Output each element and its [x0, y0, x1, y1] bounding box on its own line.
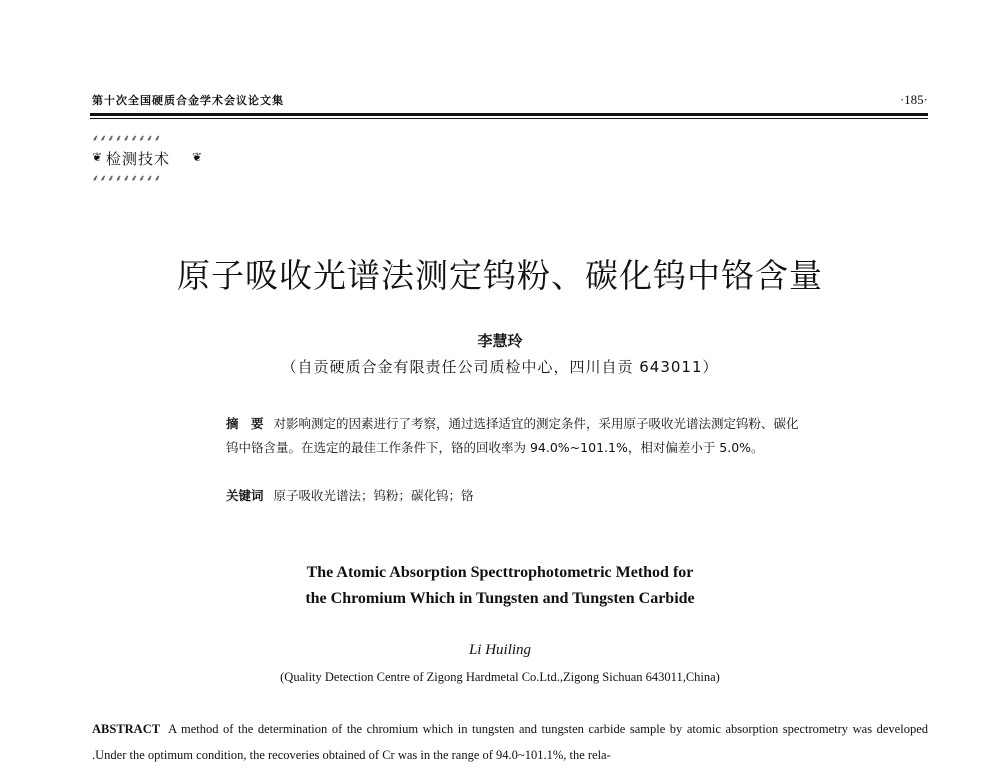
page-number: ·185· [899, 92, 928, 107]
article-title-en [0, 560, 1000, 612]
header-rule-thin [90, 118, 928, 119]
article-title-cn: 原子吸收光谱法测定钨粉、碳化钨中铬含量 [177, 256, 823, 295]
title-en-line2: the Chromium Which in Tungsten and Tungsten Carbide [305, 590, 695, 607]
keywords-text-cn: 原子吸收光谱法；钨粉；碳化钨；铬 [273, 488, 474, 503]
section-label: 检测技术 [106, 150, 171, 168]
keywords-cn [226, 486, 806, 504]
header-rule-thick [90, 113, 928, 116]
keywords-label-cn: 关键词 [226, 488, 264, 503]
author-en: Li Huiling [468, 642, 532, 658]
abstract-label-cn: 摘 要 [226, 416, 264, 431]
abstract-text-en: A method of the determination of the chromium which in tungsten and tungsten carbide sample by atomic absorption spectrometry was developed .Under the optimum condition, the recoveries obtained of Cr was in the range of 94.0~101.1%, the rela- [92, 722, 928, 762]
affiliation-cn: （自贡硬质合金有限责任公司质检中心，四川自贡 643011） [281, 358, 719, 376]
ornament-right: ❦ [192, 150, 203, 164]
abstract-cn [226, 412, 806, 460]
journal-title: 第十次全国硬质合金学术会议论文集 [92, 94, 284, 107]
abstract-en [92, 716, 928, 768]
affiliation-en: (Quality Detection Centre of Zigong Hardmetal Co.Ltd.,Zigong Sichuan 643011,China) [280, 670, 720, 684]
section-tag [92, 134, 202, 184]
ornament-top: ⸙⸙⸙⸙⸙⸙⸙⸙⸙ [92, 134, 162, 144]
title-en-line1: The Atomic Absorption Specttrophotometric Method for [306, 564, 694, 581]
running-header [92, 92, 928, 112]
abstract-label-en: ABSTRACT [92, 722, 161, 736]
author-cn: 李慧玲 [477, 332, 523, 350]
ornament-left: ❦ [92, 150, 103, 164]
abstract-text-cn: 对影响测定的因素进行了考察，通过选择适宜的测定条件，采用原子吸收光谱法测定钨粉、碳化钨中铬含量。在选定的最佳工作条件下，铬的回收率为 94.0%~101.1%，相对偏差小于 5.0%。 [226, 416, 799, 455]
ornament-bottom: ⸙⸙⸙⸙⸙⸙⸙⸙⸙ [92, 174, 162, 184]
